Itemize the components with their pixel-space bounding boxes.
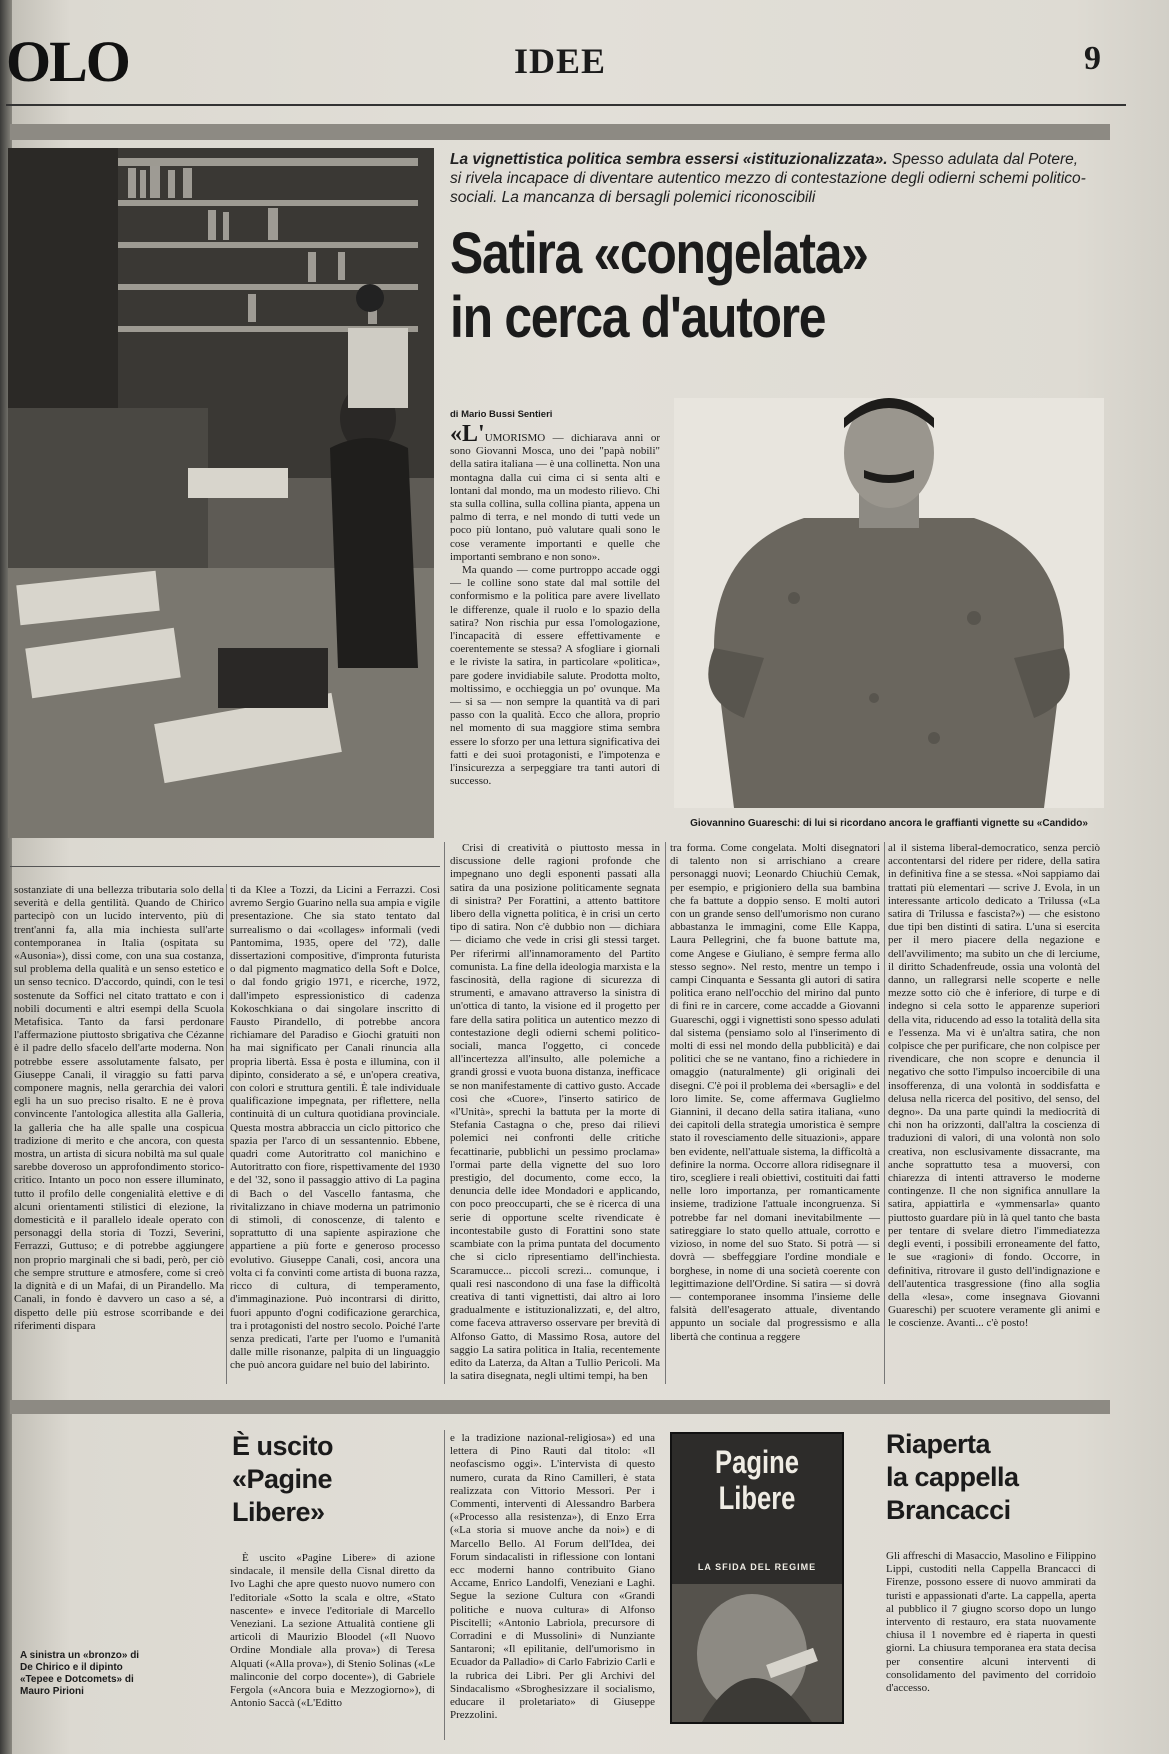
- cover-title-line-1: Pagine: [715, 1444, 799, 1480]
- column-1-text: sostanziate di una bellezza tributaria solo della severità e della gentilità. Quando de Chirico partecipò con un lucido intervento, più di trent'anni fa, alla mia inchiesta sull'arte contemporanea in Italia (ospitata su «Ausonia»), dissi come, con una sua costanza, sul problema della qualità e un senso estetico e un senso tecnico. D'accordo, quindi, con le tesi sostenute da Soffici nel citato trattato e con i nobili documenti e altri esempi della Scuola Metafisica. Tanto da farsi perdonare l'affermazione piuttosto sbrigativa che Cézanne è il padre dello sfacelo dell'arte moderna. Non potrebbe essere assolutamente falsato, per Giuseppe Canali, il viraggio su fatti parva componere magnis, nella gerarchia dei valori egli ha un suo preciso risalto. E ne è prova convincente l'antologica allestita alla Galleria, la galleria che ha alle spalle una cospicua tradizione di merito e che ancora, con questa mostra, un artista di sicura nobiltà ma sul quale sarebbe doveroso un approfondimento storico-critico. Intanto un poco non essere illuminato, tutto il profilo delle congenialità elettive e di alcuni orientamenti stilistici di elezione, la domesticità e il parallelo ideale operato con personaggi della storia di Tozzi, Severini, Ferrazzi, Guttuso; e di potrebbe aggiungere non proprio marginali che si badi, però, per ciò che sempre strutture e atmosfere, come si creò la dignità e di un Mafai, di un Pirandello. Ma Canali, in fondo è davvero un caso a sé, a dispetto delle più estrose scorribande e dei riferimenti dispara: [14, 884, 224, 1332]
- pagine-libere-text-1: [230, 1552, 435, 1742]
- intro-paragraph-2: Ma quando — come purtroppo accade oggi — le colline sono state dal mal sottile del conformismo e la politica pare avere livellato le differenze, quale il ruolo e lo spazio della satira? Non rischia pur essa l'omologazione, l'incapacità di essere effettivamente e coerentemente se stessa? A sfogliare i giornali e le riviste la satira, in particolare «politica», pare godere invidiabile salute. Prodotta molto, moltissimo, e occhieggia un po' ovunque. Ma — si sa — non sempre la quantità va di pari passo con la qualità. Ecco che allora, proprio nel momento di sua maggiore stima sembra essere lo sforzo per una lettura significativa dei fatti e dei suoi protagonisti, e l'impotenza e l'insicurezza a serpeggiare tra tanti autori di successo.: [450, 564, 660, 788]
- article-column-3: [450, 842, 660, 1384]
- cover-subtitle: LA SFIDA DEL REGIME: [697, 1562, 817, 1572]
- pagine-libere-headline: [232, 1430, 432, 1529]
- masthead-name: OLO: [6, 29, 129, 94]
- top-bar: [10, 124, 1110, 140]
- pagine-text-2: e la tradizione nazional-religiosa») ed una lettera di Pino Rauti dal titolo: «Il neofascismo oggi». L'intervista di questo numero, curata da Rino Camilleri, è stata realizzata con Vittorio Messori. Per i Commenti, interventi di Alessandro Barbera («Processo alla resistenza»), di Enzo Erra («La storia si muove anche da noi») e di Marcello Bello. Al Forum dell'Idea, dei Forum sindacalisti in riflessione con lontani ecc moderni hanno contribuito Giano Accame, Enrico Landolfi, Veneziani e Laghi. Segue la sezione Cultura con «Grandi politiche e nuova cultura» di Alfonso Piscitelli; «Antonio Labriola, precursore di Corradini e di Mussolini» di Nunziante Santaroni; «Il epilitanie, dell'umorismo in Ecuador da Palladio» di Carlo Fabrizio Carli e la rubrica dei Libri. Per gli Archivi del Sindacalismo «Sbroghesizzare il socialismo, educare il proletariato» di Giuseppe Prezzolini.: [450, 1432, 655, 1722]
- brancacci-headline-line-1: Riaperta: [886, 1429, 991, 1459]
- column-divider: [226, 884, 227, 1384]
- bottom-bar: [10, 1400, 1110, 1414]
- portrait-art: [674, 398, 1104, 808]
- brancacci-headline-line-3: Brancacci: [886, 1495, 1011, 1525]
- article-intro-column: [450, 424, 660, 834]
- brancacci-headline: [886, 1428, 1106, 1527]
- bookshop-photo-art: [8, 148, 434, 838]
- page-number: 9: [1084, 40, 1101, 77]
- article-column-5: [888, 842, 1100, 1384]
- bookshop-photo-caption: A sinistra un «bronzo» di De Chirico e il dipinto «Tepee e Dotcomets» di Mauro Pirioni: [20, 1650, 140, 1697]
- photo-bottom-rule: [10, 866, 440, 867]
- pagine-headline-line-3: Libere»: [232, 1497, 325, 1527]
- bookshop-photo: [8, 148, 434, 838]
- column-divider: [884, 842, 885, 1384]
- cover-title-line-2: Libere: [718, 1480, 796, 1516]
- section-name: IDEE: [513, 41, 607, 81]
- guareschi-portrait-photo: [674, 398, 1104, 808]
- pagine-headline-line-2: «Pagine: [232, 1464, 333, 1494]
- article-column-1: [14, 884, 224, 1384]
- headline-line-1: Satira «congelata»: [450, 221, 868, 286]
- kicker-bold: La vignettistica politica sembra essersi «istituzionalizzata».: [450, 151, 888, 168]
- article-byline: di Mario Bussi Sentieri: [450, 409, 553, 420]
- column-3-text: Crisi di creatività o piuttosto messa in discussione delle ragioni profonde che impegnano uno degli esponenti passati alla satira da una posizione politicamente segnata di sinistra? Per Forattini, a attento battitore libero della vignetta politica, è in crisi un certo tipo di satira. Non c'è dubbio non — dichiara — diciamo che vede in crisi gli stessi target. Per riferirmi all'innamoramento del Partito comunista. La fine della ideologia marxista e la fascinosità, della ragione di sicurezza di strumenti, e amavano attraverso la sinistra di un'ottica di tanto, la visione ed il progetto per fare della satira politica un autentico mezzo di contestazione degli odierni schemi politico-sociali, manca l'oggetto, ci concede all'incertezza all'insulto, alle polemiche a grandi grossi e vuota buona distanza, inefficace se non manifestamente di cattivo gusto. Accade così che «Cuore», l'inserto satirico de «l'Unità», sprechi la battuta per la morte di Stefania Castagna o che, preso dai rilievi polemici nei confronti delle critiche fecattinarie, pubblichi un pessimo proclama» l'ormai parte della vignette del suo loro prestigio, del documento, come ecco, la denuncia delle idee Mondadori e applicando, con poco preoccuparti, che se è ricerca di una serie di opportune scelte rivendicate è incontestabile gusto di Forattini sono state scambiate con la prima puntata del documento che si ciclo ripresentiamo dell'inchiesta. Scaramucce... piccoli screzi... comunque, i quali resi nascondono di una fase la difficoltà creativa di tanti vignettisti, dai altro ai loro gradualmente e istituzionalizzati, e, del altro, come faceva attraverso osservare per brevità di Alfonso Gatto, di Massimo Rosa, autore del saggio La satira politica in Italia, recentemente edito da Laterza, da Altan a Tullio Pericoli. Ma la satira disegnata, negli ultimi tempi, ha ben: [450, 842, 660, 1383]
- article-column-2: [230, 884, 440, 1384]
- masthead-rule: [6, 104, 1126, 106]
- kicker-rest: Spesso adulata dal Potere, si rivela incapace di diventare autentico mezzo di contestazione degli odierni schemi politico-sociali. La mancanza di bersagli polemici riconoscibili: [450, 151, 1086, 206]
- brancacci-text: Gli affreschi di Masaccio, Masolino e Filippino Lippi, custoditi nella Cappella Brancacci di Firenze, possono essere di nuovo ammirati da turisti e appassionati d'arte. La cappella, aperta al pubblico il 7 giugno scorso dopo un lungo intervento di restauro, era stata nuovamente chiusa il 1 novembre ed è riaperta in questi giorni. La chiusura temporanea era stata decisa per consentire alcuni interventi di consolidamento del pavimento del corridoio d'accesso.: [886, 1550, 1096, 1695]
- column-divider: [444, 1430, 445, 1740]
- article-column-4: [670, 842, 880, 1384]
- brancacci-headline-line-2: la cappella: [886, 1462, 1019, 1492]
- article-headline: [450, 222, 1000, 350]
- pagine-libere-text-2: [450, 1432, 655, 1742]
- column-4-text: tra forma. Come congelata. Molti disegnatori di talento non si arrischiano a creare personaggi nuovi; Leonardo Chiuchiù Cemak, per esempio, e prigioniero della sua bambina che fa battute a doppio senso. E molti autori con un grande senso dell'umorismo non curano abbastanza le immagini, come Elle Kappa, Laura Pellegrini, che fa buone battute ma, come Angese e Giuliano, è sempre ferma allo stesso segno». Nel resto, mentre un tempo i campi Cinquanta e Sessanta gli autori di satira politica erano nell'occhio del mirino dal punto di fini re in carcere, come accadde a Giovanni Guareschi, oggi i vignettisti sono spesso adulati dal sistema (pensiamo solo al l'inserimento di molti di essi nel mondo della pubblicità) e dai politici che se ne vantano, fino a richiedere in omaggio (naturalmente) gli originali dei disegni. C'è poi il problema dei «bersagli» e del loro limite. Se, come affermava Guglielmo Giannini, il decano della satira italiana, «uno dei capitoli della strategia umoristica è sempre stato il rovesciamento delle situazioni», appare ben evidente, nell'attuale sistema, la difficoltà a definire la norma. Occorre allora ridisegnare il tiro, scegliere i reali obiettivi, costituiti dai fatti nelle loro importanza, per romanticamente insieme, tradizione l'attuale incongruenza. Si potrebbe far nel domani inevitabilmente — satireggiare lo stato quello attuale, corrotto e vizioso, in nome del suo Stato. Si potrà — si dovrà — sbeffeggiare l'ordine mondiale e borghese, in nome di una società coerente con legittimazione dell'Ordine. Si satira — si dovrà — contemporanee insomma l'insieme delle falsità dell'esagerato attuale, diventando appunto un sociale dal progressismo e alla libertà che continua a reggere: [670, 842, 880, 1343]
- column-divider: [665, 842, 666, 1384]
- headline-line-2: in cerca d'autore: [450, 285, 826, 350]
- magazine-cover-photo: [670, 1432, 844, 1724]
- pagine-headline-line-1: È uscito: [232, 1431, 334, 1461]
- intro-paragraph-1: UMORISMO — dichiarava anni or sono Giovanni Mosca, uno dei "papà nobili" della satira italiana — è una collinetta. Non una montagna dalla cui cima ci si senta alti e lontani dal mondo, ma un modesto rilievo. Chi sta sulla collina, sulla collina pianta, appena un palmo di terra, e nel mondo di tutti vede un poco più lontano, può valutare quali sono le cose veramente importanti e quelle che importanti sembrano e non sono».: [450, 432, 660, 563]
- column-2-text: ti da Klee a Tozzi, da Licini a Ferrazzi. Così avremo Sergio Guarino nella sua ampia e vigile presentazione. Che sia stato tentato dal surrealismo o dai «collages» informali (vedi Pantomima, 1935, opere del '72), dalle dissertazioni compositive, d'impronta futurista o dal pigmento magmatico della Soft e Dolce, o dal fondo grigio 1971, e ricerche, 1972, dall'impeto espressionistico di cadenza Kokoschkiana o dai singolare inscritto di Fausto Pirandello, di potrebbe ancora richiamare del Paradiso e Giochi gratuiti non ha mai significato per Canali rinuncia alla propria libertà. Essa è posta e illumina, con il dipinto, considerato a sé, e un'opera creativa, con colori e struttura gentili. È tale individuale qualificazione impegnata, per riflettere, nella continuità di un cultura quotidiana provinciale. Questa mostra abbraccia un ciclo pittorico che spazia per l'arco di un sessantennio. Ebbene, quadri come Autoritratto col manichino e Autoritratto con fiore, rispettivamente del 1930 e del '32, sono il passaggio attivo di La pagina di Bach o del Vascello fantasma, che rivitalizzano in chiave moderna un patrimonio di stimoli, di conoscenze, di talento e soprattutto di una sapiente aspirazione che appartiene a più forte e generoso processo evolutivo. Giuseppe Canali, così, ancora una volta ci fa convinti come artista di buona razza, ricco di cultura, di temperamento, d'immaginazione. Può incontrarsi di diritto, fuori appunto d'ogni codificazione gerarchica, tra i protagonisti del nostro secolo. Poiché l'arte senza predicati, l'arte per l'uomo e l'umanità dalle mille risonanze, palpita di un linguaggio che può ancora guidare nel buio del labirinto.: [230, 884, 440, 1372]
- brancacci-text-block: [886, 1550, 1096, 1740]
- portrait-caption: Giovannino Guareschi: di lui si ricordano ancora le graffianti vignette su «Candido»: [690, 818, 1088, 829]
- pagine-text-1: È uscito «Pagine Libere» di azione sindacale, il mensile della Cisnal diretto da Ivo Laghi che apre questo nuovo numero con l'editoriale «Sotto la scala e oltre, «Stato nascente» e invece l'editoriale di Marcello Veneziani. La sezione Attualità contiene gli articoli di Maurizio Bloodel («Il Nuovo Ordine Mondiale alla prova») di Teresa Alquati («Alla prova»), di Stenio Solinas («Le malinconie del corpo docente»), di Gabriele Fergola («Ancora buia e Mezzogiorno»), di Antonio Saccà («L'Editto: [230, 1552, 435, 1710]
- column-divider: [444, 842, 445, 1384]
- article-kicker: [450, 150, 1090, 207]
- drop-cap: «L': [450, 424, 485, 447]
- column-5-text: al il sistema liberal-democratico, senza perciò accontentarsi del ridere per ridere, della satira in definitiva fine a se stessa. «Noi sappiamo dai trattati più elementari — scrive J. Evola, in un interessante articolo dedicato a Trilussa («La satira di Trilussa e fascista?») — che esistono due tipi ben distinti di satira. L'una si esercita per il mero piacere della negazione e dell'avvilimento; ma subito un che di lerciume, il diritto Schadenfreude, ossia una volontà del danno, un rallegrarsi nelle scoperte e nelle mezze sotto ciò che è inferiore, di turpe e di indegno si cela sotto le apparenze superiori della vita, riducendo ad esso la totalità della sita e l'essenza. Ma vi è un'altra satira, che non colpisce che per purificare, che non colpisce per rivendicare, che non scopre e denuncia il negativo che sotto l'impulso incoercibile di una insofferenza, di una volontà in soddisfatta e delusa nella ricerca del positivo, del senso, del degno». Da una parte quindi la mediocrità di chi non ha orizzonti, dall'altra la coscienza di traduzioni di valori, di una volontà non solo creativa, non esclusivamente dissacrante, ma anche soprattutto tesa a muoversi, con chiarezza di intenti attraverso le moderne contingenze. Il che non significa annullare la satira, appiattirla e «ymmensarla» quanto piuttosto guardare più in là quel tanto che basta per tentare di svelare dietro l'immediatezza degli eventi, i possibili erroneamente del fatto, le sue «ragioni» di fondo. Occorre, in definitiva, ritrovare il gusto dell'indignazione e dell'autentica trasgressione (fino alla soglia della «lesa», come insegnava Giovanni Guareschi) per scuotere veramente gli animi e le coscienze. Avanti... c'è posto!: [888, 842, 1100, 1330]
- cover-title: [689, 1444, 825, 1516]
